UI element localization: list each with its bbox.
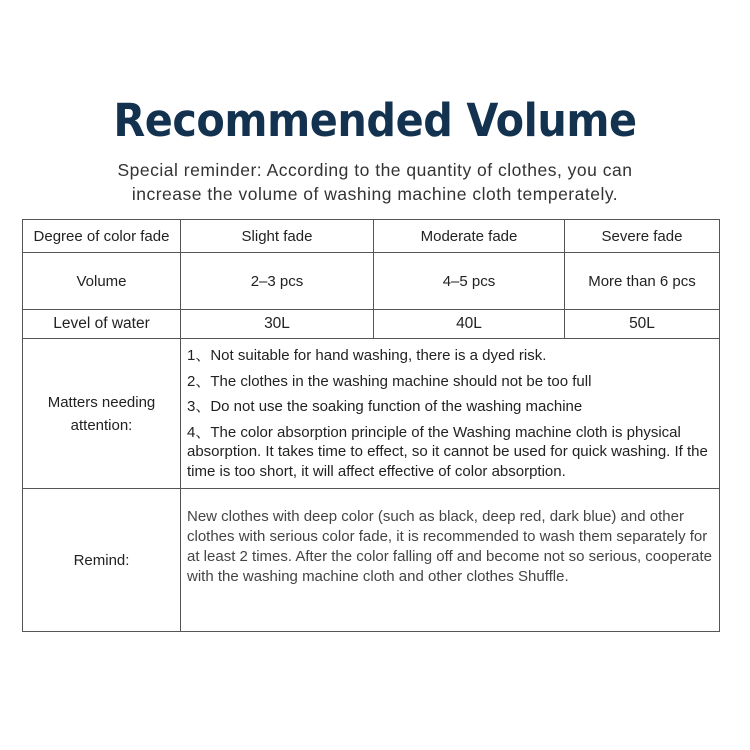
special-reminder	[0, 158, 750, 206]
volume-label: Volume	[23, 253, 181, 310]
subtitle-line-1: Special reminder: According to the quantity of clothes, you can	[117, 160, 633, 180]
volume-slight: 2–3 pcs	[181, 253, 374, 310]
header-cell-moderate: Moderate fade	[374, 220, 565, 253]
water-level-label: Level of water	[23, 310, 181, 339]
remind-row	[23, 489, 720, 632]
matters-label-line-2: attention:	[70, 416, 133, 434]
remind-text: New clothes with deep color (such as black, deep red, dark blue) and other clothes with serious color fade, it is recommended to wash them separately for at least 2 times. After the color falling off and become not so serious, cooperate with the washing machine cloth and other clothes Shuffle.	[187, 508, 713, 585]
matters-list	[181, 339, 720, 489]
water-level-moderate: 40L	[374, 310, 565, 339]
matters-row	[23, 339, 720, 489]
page-title: Recommended Volume	[113, 94, 637, 147]
matters-label-line-1: Matters needing	[47, 393, 156, 411]
matters-label	[23, 339, 181, 489]
water-level-row	[23, 310, 720, 339]
water-level-severe: 50L	[565, 310, 720, 339]
volume-table	[22, 219, 720, 632]
water-level-slight: 30L	[181, 310, 374, 339]
remind-text-cell	[181, 489, 720, 632]
matters-item-3: 3、Do not use the soaking function of the washing machine	[187, 398, 583, 415]
volume-severe: More than 6 pcs	[565, 253, 720, 310]
matters-item-4: 4、The color absorption principle of the Washing machine cloth is physical absorption. It takes time to effect, so it cannot be used for quick washing. If the time is too short, it will affect effective of color absorption.	[187, 423, 708, 480]
volume-moderate: 4–5 pcs	[374, 253, 565, 310]
header-cell-degree: Degree of color fade	[23, 220, 181, 253]
remind-label: Remind:	[23, 489, 181, 632]
volume-row	[23, 253, 720, 310]
header-cell-slight: Slight fade	[181, 220, 374, 253]
subtitle-line-2: increase the volume of washing machine cloth temperately.	[131, 184, 619, 204]
table-header-row	[23, 220, 720, 253]
matters-item-1: 1、Not suitable for hand washing, there is a dyed risk.	[187, 347, 547, 364]
matters-item-2: 2、The clothes in the washing machine should not be too full	[187, 372, 592, 390]
header-cell-severe: Severe fade	[565, 220, 720, 253]
